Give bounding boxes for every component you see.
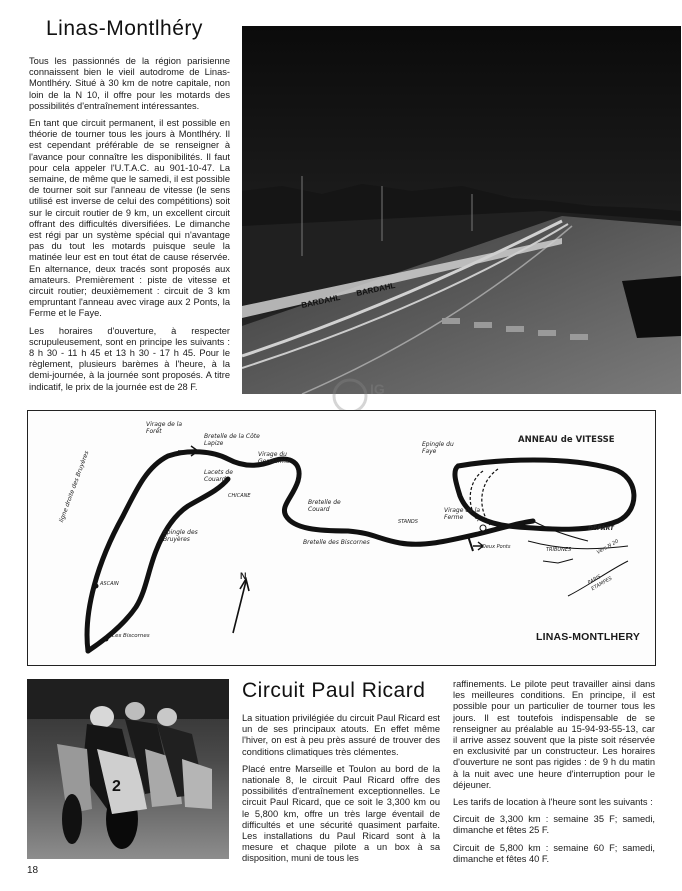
label-biscornes: Les Biscornes [112, 633, 150, 639]
label-chicane: CHICANE [228, 493, 251, 499]
label-bretelle-couard: Bretelle de Couard [308, 499, 341, 513]
paragraph: Placé entre Marseille et Toulon au bord de la nationale 8, le circuit Paul Ricard offre des possibilités d'entraînement exceptionnelles. Le circuit Paul Ricard, que ce soit le 3,300 km ou le 5,800 km, offre un très large éventail de difficultés et une sécurité quasiment parfaite. Les installations du Paul Ricard sont à la mesure et chaque pilote a un box à sa disposition, muni de tous les [242, 763, 440, 864]
north-indicator: N [240, 571, 247, 581]
banner-text: BARDAHL [355, 280, 397, 298]
article-column-linas [29, 56, 230, 399]
label-depart: DEPART [588, 525, 615, 532]
label-virage-gendarme: Virage du Gendarme [258, 451, 290, 465]
article-column-ricard-2 [453, 679, 655, 865]
paragraph: En tant que circuit permanent, il est possible en théorie de tourner tous les jours à Montlhéry. Il est cependant préférable de se renseigner à l'avance pour connaître les disponibilités. Il faut pour cela appeler l'U.T.A.C. au 901-10-47. La semaine, de même que le samedi, il est possible de tourner soit sur l'anneau de vitesse (le sens utilisé est inverse de celui des compétitions) soit sur le circuit routier de 9 km, un excellent circuit offrant des difficultés diversifiées. Le dimanche est régi par un système spécial qui n'avantage pas du tout les motards puisque seule la matinée leur est en tout état de cause réservée. En alternance, deux tracés sont proposés aux amateurs. Premièrement : piste de vitesse et circuit routier; deuxièmement : circuit de 3 km empruntant l'anneau avec virage aux 2 Ponts, la Ferme et le Faye. [29, 118, 230, 319]
label-bretelle-biscornes: Bretelle des Biscornes [303, 539, 370, 546]
label-paris: PARIS ETAMPES [586, 573, 614, 593]
label-epingle-bruyeres: Epingle des Bruyères [163, 529, 198, 543]
section-title-paul-ricard: Circuit Paul Ricard [242, 679, 426, 702]
label-bretelle-cote-lapize: Bretelle de la Côte Lapize [204, 433, 260, 447]
label-tribunes: TRIBUNES [546, 547, 572, 553]
label-ligne-droite: ligne droite des Bruyères [58, 449, 91, 524]
paragraph: Circuit de 3,300 km : semaine 35 F; samedi, dimanche et fêtes 25 F. [453, 814, 655, 836]
paragraph: Tous les passionnés de la région parisienne connaissent bien le vieil autodrome de Linas-Montlhéry. Situé à 30 km de notre capitale, non loin de la N 10, il offre pour les motards des possibilités d'entraînement intéressantes. [29, 56, 230, 111]
map-caption: LINAS-MONTLHERY [536, 631, 641, 643]
label-virage-foret: Virage de la Forêt [146, 421, 183, 435]
label-lacets-couard: Lacets de Couard [204, 469, 233, 483]
label-epingle-faye: Epingle du Faye [422, 441, 454, 455]
banner-text: BARDAHL [300, 292, 342, 310]
svg-text:IG: IG [370, 381, 385, 397]
label-virage-ferme: Virage de la Ferme [444, 507, 481, 521]
photo-night-circuit [242, 26, 681, 394]
label-stands: STANDS [398, 519, 418, 525]
photo-motorcycles [27, 679, 229, 859]
label-ascain: ASCAIN [100, 581, 119, 587]
paragraph: Circuit de 5,800 km : semaine 60 F; samedi, dimanche et fêtes 40 F. [453, 842, 655, 864]
label-vers-n20: Vers N 20 [595, 538, 620, 556]
paragraph: raffinements. Le pilote peut travailler ainsi dans les meilleures conditions. En principe, il est possible pour un particulier de tourner tous les jours. Il est toutefois indispensable de se renseigner au préalable au 15-94-93-55-13, car il arrive assez souvent que la piste soit réservée en exclusivité par un constructeur. Les horaires d'ouverture ne sont pas rigides : de 9 h du matin à la nuit avec une heure d'interruption pour le déjeuner. [453, 679, 655, 790]
page-number: 18 [27, 865, 39, 876]
svg-text:2: 2 [112, 778, 121, 795]
map-title: ANNEAU de VITESSE [518, 435, 615, 445]
label-deux-ponts: Deux Ponts [482, 544, 511, 550]
paragraph: Les horaires d'ouverture, à respecter scrupuleusement, sont en principe les suivants : 8 h 30 - 11 h 45 et 13 h 30 - 17 h 45. Pour le règlement, plusieurs barèmes à l'heure, à la demi-journée, à la journée sont proposés. A titre indicatif, le prix de la journée est de 28 F. [29, 325, 230, 392]
circuit-map [27, 410, 656, 666]
paragraph: Les tarifs de location à l'heure sont les suivants : [453, 797, 653, 808]
section-title-linas: Linas-Montlhéry [46, 17, 203, 40]
article-column-ricard-1 [242, 713, 440, 865]
paragraph: La situation privilégiée du circuit Paul Ricard est un de ses principaux atouts. En effet même l'hiver, on est à peu près assuré de trouver des conditions climatiques très clémentes. [242, 713, 440, 757]
